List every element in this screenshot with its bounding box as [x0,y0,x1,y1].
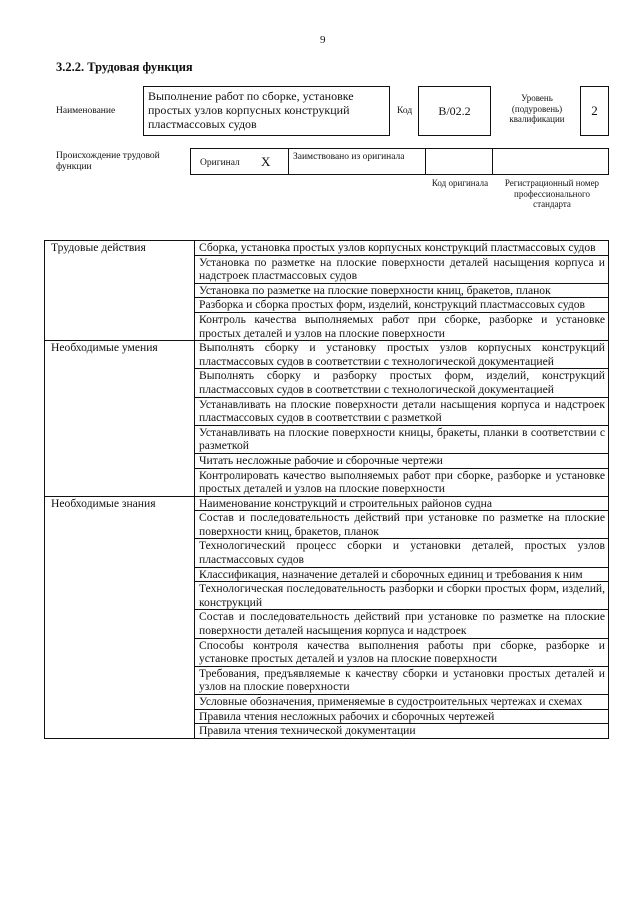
original-label: Оригинал [200,158,240,168]
code-original-label: Код оригинала [431,178,489,188]
item-cell: Сборка, установка простых узлов корпусных конструкций пластмассовых судов [195,241,609,256]
table-row [45,241,609,256]
item-cell: Устанавливать на плоские поверхности кницы, бракеты, планки в соответствии с разметкой [195,425,609,453]
category-cell: Трудовые действия [45,241,195,341]
level-label: Уровень (подуровень) квалификации [509,93,565,124]
item-cell: Установка по разметке на плоские поверхности книц, бракетов, планок [195,283,609,298]
item-cell: Технологическая последовательность разборки и сборки простых форм, изделий, конструкций [195,582,609,610]
divider [492,148,493,175]
name-value: Выполнение работ по сборке, установке простых узлов корпусных конструкций пластмассовых судов [143,86,390,136]
borrowed-label: Заимствовано из оригинала [293,152,405,162]
item-cell: Установка по разметке на плоские поверхности деталей насыщения корпуса и надстроек пластмассовых судов [195,255,609,283]
divider [288,148,289,175]
origin-label: Происхождение трудовой функции [56,151,160,172]
item-cell: Состав и последовательность действий при установке по разметке на плоские поверхности книц, бракетов, планок [195,511,609,539]
category-cell: Необходимые знания [45,496,195,738]
item-cell: Условные обозначения, применяемые в судостроительных чертежах и схемах [195,695,609,710]
item-cell: Способы контроля качества выполнения работы при сборке, разборке и установке простых деталей и узлов на плоские поверхности [195,638,609,666]
item-cell: Контролировать качество выполняемых работ при сборке, разборке и установке простых деталей и узлов на плоские поверхности [195,468,609,496]
table-row [45,341,609,369]
item-cell: Контроль качества выполняемых работ при сборке, разборке и установке простых деталей и узлов на плоские поверхности [195,312,609,340]
item-cell: Состав и последовательность действий при установке по разметке на плоские поверхности деталей насыщения корпуса и надстроек [195,610,609,638]
reg-number-label: Регистрационный номер профессионального стандарта [504,178,600,209]
item-cell: Правила чтения несложных рабочих и сборочных чертежей [195,709,609,724]
function-table [44,240,609,739]
section-title: 3.2.2. Трудовая функция [56,60,193,74]
code-label: Код [397,106,413,116]
original-mark: X [261,154,271,169]
item-cell: Правила чтения технической документации [195,724,609,739]
item-cell: Выполнять сборку и разборку простых форм, изделий, конструкций пластмассовых судов в соответствии с технологической документацией [195,369,609,397]
item-cell: Разборка и сборка простых форм, изделий, конструкций пластмассовых судов [195,298,609,313]
divider [425,148,426,175]
item-cell: Технологический процесс сборки и установки деталей, простых узлов пластмассовых судов [195,539,609,567]
page-number: 9 [320,34,326,46]
item-cell: Устанавливать на плоские поверхности детали насыщения корпуса и надстроек пластмассовых судов в соответствии с разметкой [195,397,609,425]
name-label: Наименование [56,106,116,116]
category-cell: Необходимые умения [45,341,195,497]
table-row [45,496,609,511]
item-cell: Классификация, назначение деталей и сборочных единиц и требования к ним [195,567,609,582]
level-value: 2 [580,86,609,136]
origin-row [190,148,609,175]
item-cell: Наименование конструкций и строительных районов судна [195,496,609,511]
item-cell: Требования, предъявляемые к качеству сборки и установки простых деталей и узлов на плоские поверхности [195,666,609,694]
code-value: B/02.2 [418,86,491,136]
item-cell: Читать несложные рабочие и сборочные чертежи [195,453,609,468]
item-cell: Выполнять сборку и установку простых узлов корпусных конструкций пластмассовых судов в соответствии с технологической документацией [195,341,609,369]
